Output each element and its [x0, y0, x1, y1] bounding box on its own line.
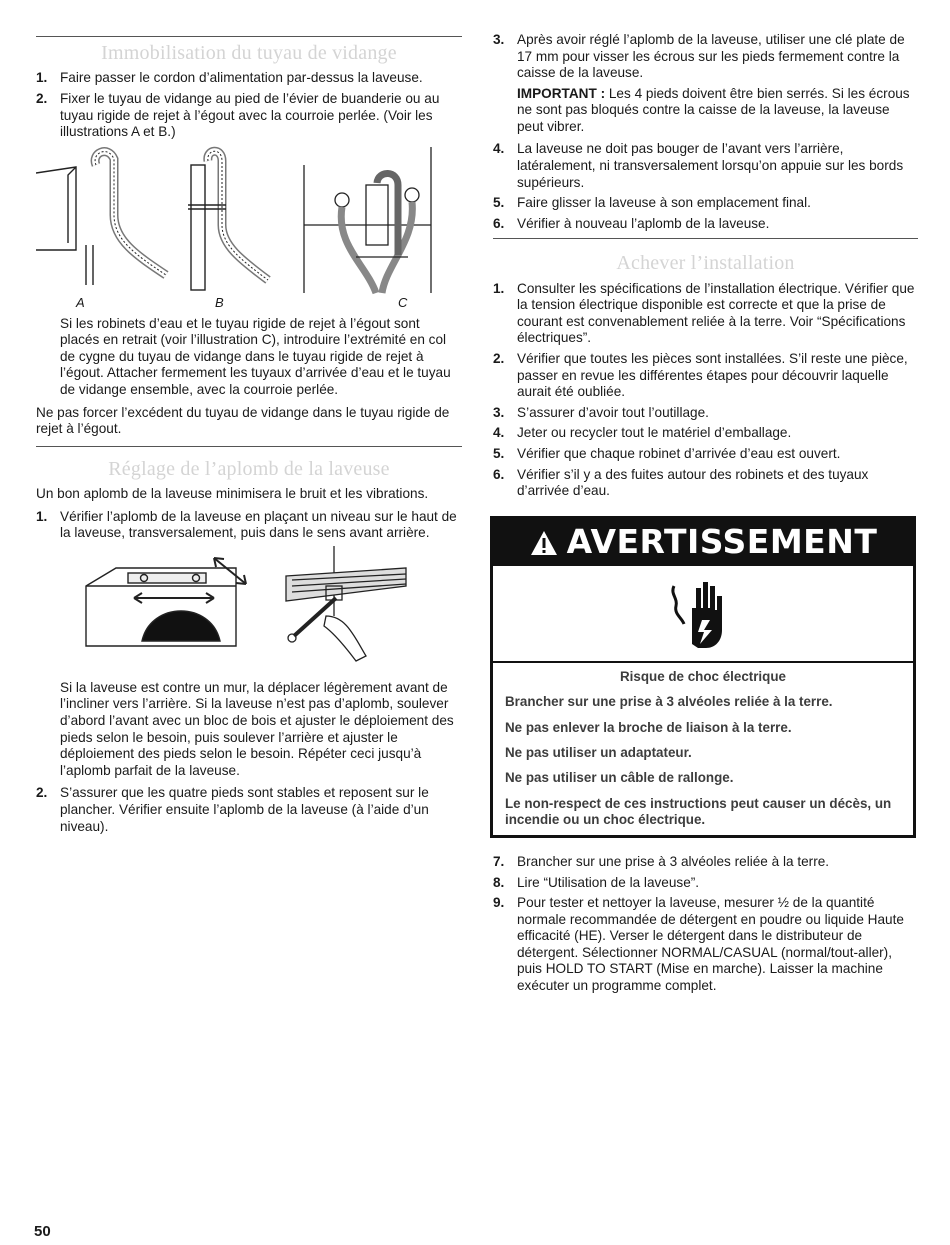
page-number: 50: [34, 1223, 51, 1240]
label-c: C: [398, 294, 408, 310]
illustration-b: [188, 151, 268, 290]
illustration-c: [304, 147, 431, 293]
recessed-paragraph: Si les robinets d’eau et le tuyau rigide de rejet à l’égout sont placés en retrait (voir l’illustration C), introduire l’extrémité en col de cygne du tuyau de vidange dans le tuyau rigide de rejet à l’égout. Attacher fermement les tuyaux d’arrivée d’eau et le tuyau de vidange ensemble, avec la courroie perlée.: [60, 315, 451, 398]
important-note: IMPORTANT : Les 4 pieds doivent être bien serrés. Si les écrous ne sont pas bloqués contre la caisse de la laveuse, la laveuse peut vibrer.: [517, 85, 910, 134]
list-item: 4. La laveuse ne doit pas bouger de l’avant vers l’arrière, latéralement, ni transversalement lorsqu’on appuie sur les bords supérieurs.: [493, 141, 904, 190]
section-divider: [36, 446, 462, 447]
list-item: 2. Fixer le tuyau de vidange au pied de l’évier de buanderie ou au tuyau rigide de rejet à l’égout avec la courroie perlée. (Voir les illustrations A et B.): [36, 90, 440, 140]
finish-steps: [493, 281, 918, 500]
list-item: 1. Faire passer le cordon d’alimentation par-dessus la laveuse.: [36, 70, 423, 86]
section-title-finish: Achever l’installation: [616, 252, 795, 275]
list-item: 5. Vérifier que chaque robinet d’arrivée d’eau est ouvert.: [493, 445, 841, 461]
right-column: [493, 32, 918, 504]
washer-top-illustration: [86, 558, 246, 646]
wall-paragraph: Si la laveuse est contre un mur, la déplacer légèrement avant de l’incliner vers l’arrière. Si la laveuse n’est pas d’aplomb, soulever d’abord l’avant avec un bloc de bois et ajuster le déploiement des pieds selon le besoin, puis soulever l’arrière et ajuster le déploiement des pieds selon le besoin. Répéter ceci jusqu’à l’aplomb parfait de la laveuse.: [60, 679, 454, 778]
list-item: 1. Consulter les spécifications de l’installation électrique. Vérifier que la tension électrique disponible est correcte et que la prise de courant est convenablement reliée à la terre. Voir “Spécifications électriques”.: [493, 280, 915, 346]
section-title-drain-hose: Immobilisation du tuyau de vidange: [101, 42, 397, 64]
left-column: [36, 0, 462, 839]
important-label: IMPORTANT :: [517, 85, 606, 101]
label-b: B: [215, 294, 224, 310]
leveling-steps: [36, 509, 462, 542]
section-divider: [36, 36, 462, 37]
leveling-illustration: [36, 546, 462, 676]
finish-steps-7-9: [493, 854, 918, 995]
warning-heading: AVERTISSEMENT: [566, 522, 878, 562]
list-item: 2. S’assurer que les quatre pieds sont stables et reposent sur le plancher. Vérifier ensuite l’aplomb de la laveuse (à l’aide d’un niveau).: [36, 785, 429, 834]
list-item: 1. Vérifier l’aplomb de la laveuse en plaçant un niveau sur le haut de la laveuse, transversalement, puis dans le sens avant arrière.: [36, 508, 457, 541]
label-a: A: [76, 294, 85, 310]
wrench-foot-illustration: [286, 546, 406, 661]
electric-shock-hand-icon: [668, 574, 738, 654]
section-title-leveling: Réglage de l’aplomb de la laveuse: [108, 457, 390, 480]
leveling-steps-2: [36, 785, 462, 835]
leveling-steps-4-6: [493, 141, 918, 232]
list-item: 6. Vérifier s’il y a des fuites autour des robinets et des tuyaux d’arrivée d’eau.: [493, 466, 869, 499]
warning-line: Ne pas enlever la broche de liaison à la terre.: [505, 719, 792, 735]
leveling-steps-3: [493, 32, 918, 82]
warning-line: Ne pas utiliser un adaptateur.: [505, 745, 692, 761]
drain-hose-illustration: [36, 145, 462, 295]
warning-header: [493, 519, 913, 566]
right-column-bottom: [493, 854, 918, 999]
warning-risk: Risque de choc électrique: [620, 669, 786, 684]
list-item: 3. S’assurer d’avoir tout l’outillage.: [493, 404, 709, 420]
list-item: 6. Vérifier à nouveau l’aplomb de la laveuse.: [493, 215, 770, 231]
warning-line: Ne pas utiliser un câble de rallonge.: [505, 770, 734, 786]
warning-line: Brancher sur une prise à 3 alvéoles reliée à la terre.: [505, 694, 833, 710]
section-divider: [493, 238, 918, 239]
list-item: 9. Pour tester et nettoyer la laveuse, mesurer ½ de la quantité normale recommandée de détergent en poudre ou liquide Haute efficacité (HE). Verser le détergent dans le distributeur de détergent. Sélectionner NORMAL/CASUAL (normal/tout-aller), puis HOLD TO START (Mise en marche). Laisser la machine exécuter un programme complet.: [493, 895, 904, 994]
warning-text: [493, 663, 913, 843]
warning-box: [490, 516, 916, 838]
list-item: 8. Lire “Utilisation de la laveuse”.: [493, 874, 700, 890]
list-item: 2. Vérifier que toutes les pièces sont installées. S’il reste une pièce, passer en revue les différentes étapes pour découvrir laquelle aurait été oubliée.: [493, 351, 908, 400]
illustration-labels: [36, 295, 462, 313]
warning-triangle-icon: [529, 529, 559, 557]
drain-hose-steps: [36, 70, 462, 140]
list-item: 4. Jeter ou recycler tout le matériel d’emballage.: [493, 425, 792, 441]
list-item: 3. Après avoir réglé l’aplomb de la laveuse, utiliser une clé plate de 17 mm pour visser les écrous sur les pieds fermement contre la caisse de la laveuse.: [493, 32, 905, 81]
list-item: 7. Brancher sur une prise à 3 alvéoles reliée à la terre.: [493, 854, 830, 869]
no-force-paragraph: Ne pas forcer l’excédent du tuyau de vidange dans le tuyau rigide de rejet à l’égout.: [36, 404, 450, 437]
illustration-a: [36, 151, 166, 284]
warning-icon-area: [493, 566, 913, 663]
leveling-intro: Un bon aplomb de la laveuse minimisera le bruit et les vibrations.: [36, 486, 429, 502]
warning-line: Le non-respect de ces instructions peut causer un décès, un incendie ou un choc électrique.: [505, 795, 892, 828]
list-item: 5. Faire glisser la laveuse à son emplacement final.: [493, 195, 811, 211]
